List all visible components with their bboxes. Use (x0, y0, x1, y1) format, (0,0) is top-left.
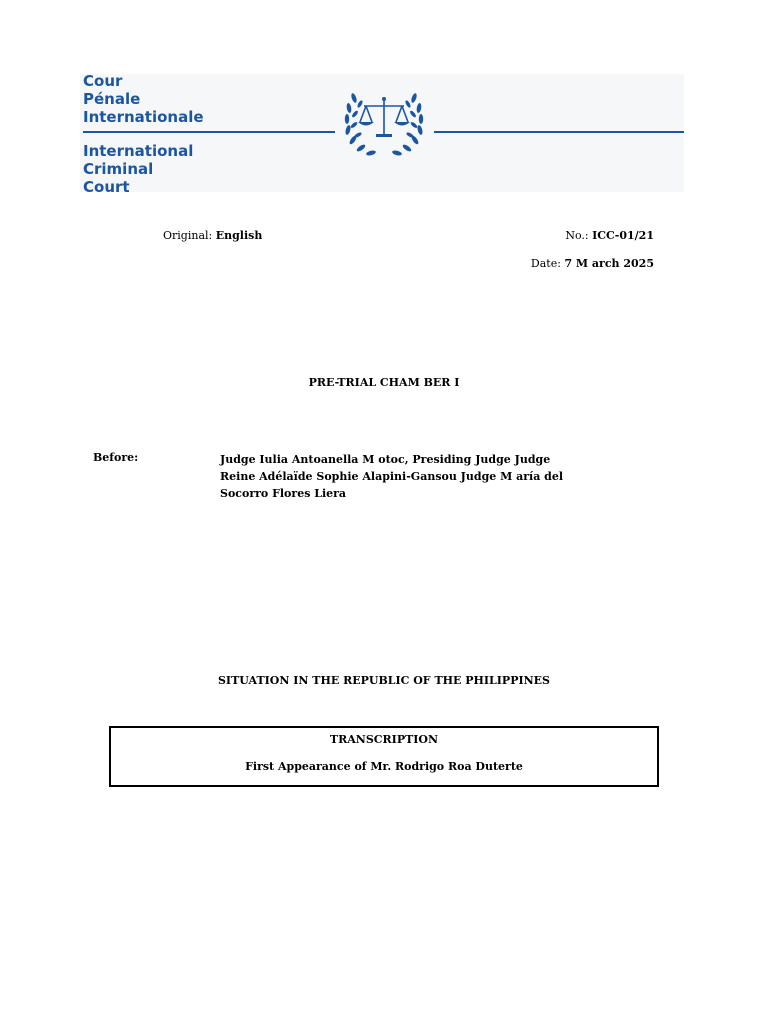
situation-heading: SITUATION IN THE REPUBLIC OF THE PHILIPPINES (217, 674, 550, 687)
date-label: Date: (530, 257, 561, 270)
document-subtitle: First Appearance of Mr. Rodrigo Roa Duterte (245, 760, 523, 773)
logo-line-3: Internationale (83, 108, 204, 126)
logo-line-5: Criminal (83, 160, 154, 178)
number-label: No.: (565, 229, 589, 242)
logo-line-2: Pénale (83, 90, 141, 108)
logo-divider-left (83, 131, 335, 133)
document-date (531, 257, 654, 270)
logo-line-4: International (83, 142, 194, 160)
logo-french-name (83, 72, 204, 126)
document-type: TRANSCRIPTION (329, 733, 439, 746)
document-title-box (109, 726, 659, 787)
logo-divider-right (434, 131, 684, 133)
original-value: English (215, 229, 263, 242)
chamber-heading: PRE-TRIAL CHAM BER I (308, 376, 460, 389)
judges-list: Judge Iulia Antoanella M otoc, Presiding Judge Judge Reine Adélaïde Sophie Alapini-Gansou Judge M aría del Socorro Flores Liera (220, 453, 564, 500)
number-value: ICC-01/21 (592, 229, 654, 242)
original-language (163, 229, 262, 242)
scales-of-justice-laurel-icon (340, 86, 428, 162)
before-label: Before: (93, 451, 139, 464)
logo-line-1: Cour (83, 72, 123, 90)
original-label: Original: (163, 229, 213, 242)
logo-english-name (83, 142, 193, 196)
case-number (565, 229, 654, 242)
date-value: 7 M arch 2025 (564, 257, 654, 270)
logo-line-6: Court (83, 178, 130, 196)
